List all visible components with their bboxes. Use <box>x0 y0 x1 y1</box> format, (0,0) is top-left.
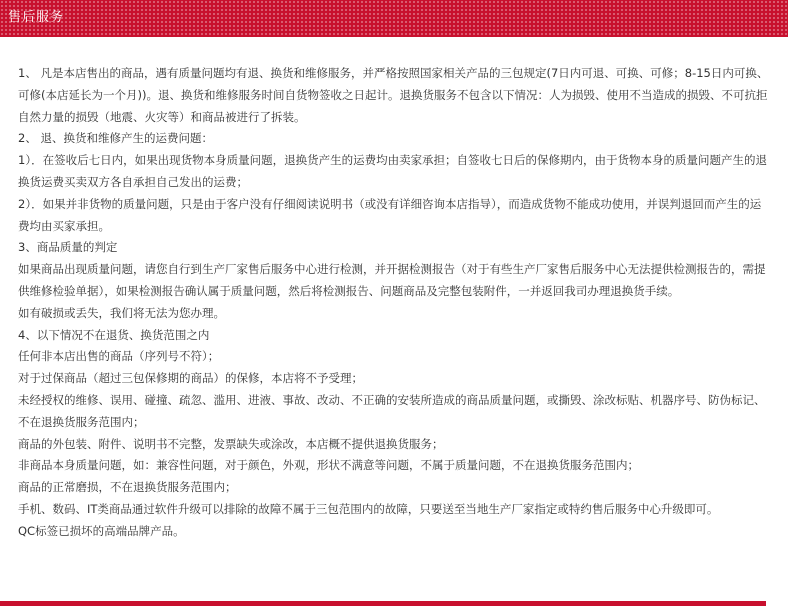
policy-heading: 3、商品质量的判定 <box>18 240 118 255</box>
policy-list-item: 未经授权的维修、误用、碰撞、疏忽、滥用、进液、事故、改动、不正确的安装所造成的商品质量问题，或撕毁、涂改标贴、机器序号、防伪标记、不在退换货服务范围内； <box>18 392 766 429</box>
policy-paragraph: 如有破损或丢失，我们将无法为您办理。 <box>18 305 225 320</box>
policy-paragraph: 1）．在签收后七日内，如果出现货物本身质量问题，退换货产生的运费均由卖家承担；自签收七日后的保修期内，由于货物本身的质量问题产生的退换货运费买卖双方各自承担自己发出的运费； <box>18 153 768 189</box>
policy-paragraph: 如果商品出现质量问题，请您自行到生产厂家售后服务中心进行检测，并开据检测报告（对于有些生产厂家售后服务中心无法提供检测报告的，需提供维修检验单据），如果检测报告确认属于质量问题，然后将检测报告、问题商品及完整包装附件，一并返回我司办理退换货手续。 <box>18 262 766 298</box>
policy-heading: 2、 退、换货和维修产生的运费问题： <box>18 131 213 146</box>
policy-list-item: 手机、数码、IT类商品通过软件升级可以排除的故障不属于三包范围内的故障，只要送至当地生产厂家指定或特约售后服务中心升级即可。 <box>18 501 719 516</box>
policy-heading: 4、以下情况不在退货、换货范围之内 <box>18 327 210 342</box>
header-banner <box>0 0 788 37</box>
policy-list-item: QC标签已损坏的高端品牌产品。 <box>18 523 185 538</box>
section-title: 售后服务 <box>8 10 65 25</box>
policy-list-item: 对于过保商品（超过三包保修期的商品）的保修，本店将不予受理； <box>18 371 363 386</box>
policy-list-item: 商品的外包装、附件、说明书不完整，发票缺失或涂改，本店概不提供退换货服务； <box>18 436 444 451</box>
policy-list-item: 商品的正常磨损，不在退换货服务范围内； <box>18 480 237 495</box>
policy-list-item: 非商品本身质量问题，如：兼容性问题，对于颜色，外观，形状不满意等问题，不属于质量问题，不在退换货服务范围内； <box>18 458 639 473</box>
policy-paragraph: 1、 凡是本店售出的商品，遇有质量问题均有退、换货和维修服务，并严格按照国家相关产品的三包规定(7日内可退、可换、可修；8-15日内可换、可修(本店延长为一个月))。退、换货和维修服务时间自货物签收之日起计。退换货服务不包含以下情况：人为损毁、使用不当造成的损毁、不可抗拒自然力量的损毁（地震、火灾等）和商品被进行了拆装。 <box>18 66 769 124</box>
footer-divider <box>0 601 766 606</box>
policy-list-item: 任何非本店出售的商品（序列号不符）； <box>18 349 220 364</box>
policy-content <box>18 63 770 543</box>
policy-paragraph: 2）．如果并非货物的质量问题，只是由于客户没有仔细阅读说明书（或没有详细咨询本店指导），而造成货物不能成功使用，并误判退回而产生的运费均由买家承担。 <box>18 196 762 233</box>
